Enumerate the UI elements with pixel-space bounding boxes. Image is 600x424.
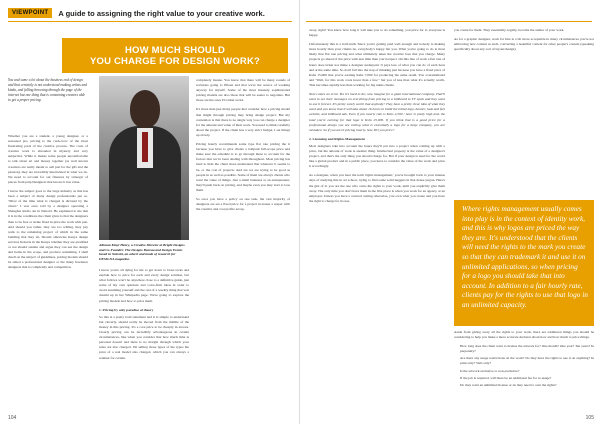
paragraph: It's more than just many people that consider how a pricing model that might through pricing may bring design project. But my contention is that there is no single way you can charge a designer for the amount and value of their work. You need to think carefully about the project. If the client has a very strict budget, I set things up slowly. <box>196 107 290 137</box>
article-column-3 <box>196 78 290 416</box>
list-item: • Is the artwork exclusive or non-exclusive? <box>460 369 594 374</box>
article-column-5-bottom <box>454 330 594 416</box>
page-gutter <box>299 0 300 424</box>
list-item: • If the job is required, will there be an additional fee for re-usage? <box>460 376 594 381</box>
page-number-right: 105 <box>585 415 594 421</box>
subheading: 1. Pricing by only paradise of theory <box>99 307 154 312</box>
paragraph: Next comes an error. Yes it's hard to do; now imagine for a giant international company. That'll want to see their messages on everything from pricing to a billboard to TV spots and they want to use it forever. It's pretty surely worth that anybody? They have a pretty clear idea of what they want and you know that it will take about 16 hours to build the initial logo, banner, look and feel website, and billboard ads. Even if you hourly rate is Kshs 2,500 / hour is pretty high and, the total you're earning for that logo is Kshs 25,000. If you think that is a good price for a professional design you are cutting what is essentially a logo for a large company, you are mistaken. So if you aren't pricing hourly, how DO you price? <box>309 92 445 132</box>
author-photo <box>99 76 189 240</box>
article-title-box <box>62 38 288 73</box>
paragraph: Whether you are a student, a young designer, or a seasoned pro, pricing is the cash-crow of the most frustrating parts of the creative process. The costs of creative work is shrouded in mystery and very subjective. While it makes some people uncomfortable to talk about art and money together (as well known creatives are really meant to sell just for the gift and the passion), they are incredibly intertwined in what we do. We need to account for our finances by strategic of pieces from pulp Designers that knows it has value. <box>8 134 88 184</box>
pull-quote-box <box>454 200 594 326</box>
paragraph: Aside from giving away all the rights to your work, there are additional things you should be considering to help you make a more accurate decision about how and how much to price things. <box>454 330 594 340</box>
paragraph: As for a graphic designer, work for hire is a bit more acceptable in many circumstances you're not embracing new content as such, converting a beautiful content for other people's content (speaking specifically about any sort of layout/design). <box>454 37 594 52</box>
article-title <box>90 45 260 67</box>
list-item: • How long does the client want to license the artwork for? One month? One year? Ten years? In perpetuity? <box>460 344 594 354</box>
article-column-2 <box>99 268 189 416</box>
section-tag: VIEWPOINT <box>8 8 52 18</box>
list-item: • Do they want an unlimited license or do they need to own the rights? <box>460 383 594 388</box>
paragraph: completely insane. You know that there will be many rounds of revisions going to fifteen and that we're the source of working anyway for myself. Some of the most insanely sophisticated pricing models are also those that will be easier to negotiate. But those are the ones I'd rather avoid. <box>196 78 290 103</box>
paragraph: Unfortunately this is a half-truth. Since you're getting paid well enough and nobody is making more hourly than your clients do, everybody's happy but you. What you're going to do is most likely that flat rate pricing and what ultimately takes the creative fees that you charge. Many projects go ahead of the price with less time than you'd expect. On this line of work a flat rate of hours does ticket not make a designer underpaid. It pays less of what you can do of each hour and at the same time. So don't fall into the trap of thinking just because you have a fixed price of Kshs 15,000 that you're earning Kshs 7,000 for producing the same result. You overestimated and "Well, for this work costs fewer than a few," but you of less than what it's actually worth. This becomes sapidly less than working for big name clients. <box>309 42 445 87</box>
article-title-line1: HOW MUCH SHOULD <box>124 44 226 56</box>
paragraph: Pricing hourly recommends some type flat rate pricing the it because you have to give clients a ballpark full-scope price and make sure the schedule is to go through these to account for the factors that we've been dealing with throughout. Most pricing has tried to hide the client more understand that whatever it seems to be, or the cost of projects. And are we are trying to be good as people in as well as possible. Some of them are always clients who want the value of things. Just a small business or an entrepreneur, they'll push back on pricing, and maybe even you may start to lose them. <box>196 142 290 192</box>
paragraph: I know the subject goes to the large industry as this has been a subject of many design professionals put so. "Most of the time what is charged is dictated by the client." I was once told by a designer operating a Shanghai studio out in Nairobi. He explained to me that it is in the conditions the client gives is that the designers than to be free or strike fixed in price the work with pen. And should you rather, they are too willing, they pay walk to the remaining project of which in the same building that they sit. Should otherwise Kenya design services Roberts in the Kenya whether they are qualified or not should sustain and argue they can see the design and items in the scope, and produce something. I shall dwell on the subject of guidelines, pricing models should be relied a professional designer or the many freelance designers that is completely and competition. <box>8 188 88 270</box>
paragraph: Most designers take into account the hours they'll put into a project when coming up with a price, but the amount of work is another thing. Intellectual property is the value of a designer's project, and that's the only thing you should charge for. But if your design is used for the world like a global product and in a public place, you have to consider the value of the work and price it accordingly. <box>309 143 445 169</box>
header-rule-left <box>8 21 292 22</box>
pull-quote: Where rights management usually comes into play is in the context of identity work, and this is why logos are priced the way they are. It's understood that the clients will need the rights to the mark you create so that they can trademark it and use it on unlimited applications, so when pricing for a logo you should take that into account. In addition to a fair hourly rate, clients pay for the rights to use that logo in an unlimited capacity. <box>462 204 588 309</box>
paragraph: So this is a pretty bold statement and it is simple to understand but cleverly, should really be moved from the middle of the money in this pricing. It's a core price to be cheaply in arrears. Clearly pricing can be incredibly advantageous in certain circumstances, like when you consider that how much time is personal doesn't and there is no margin through which your sales are also charged. I'm selling those types of the types the price of a real model also charged, which you can always a retainer for certain. <box>99 314 189 360</box>
paragraph: So once you have a policy on one task, the vast majority of designers are set a fixed price for a project in-house a reaper with the creative and cost profile set up. <box>196 196 290 212</box>
question-list <box>454 344 594 388</box>
article-title-line2: YOU CHARGE FOR DESIGN WORK? <box>89 55 261 67</box>
section-title: A guide to assigning the right value to your creative work. <box>58 8 265 18</box>
article-intro: You and some a lot about the business end of design and that certainly is not understood making artists and kinda, and falling browsing through the page of the internet but one thing that is consuming creators able to get a proper pricing. <box>8 78 88 102</box>
subheading: 2. Licensing and Rights-Management <box>309 136 365 141</box>
paragraph: you create for them. They essentially, legally, become the author of your work. <box>454 28 565 32</box>
article-column-1 <box>8 134 88 416</box>
paragraph: I know you're all dying for me to get down to brass tacks and explain how to price for each and every design solution, but what follows won't be anywhere close to a definitive guide, just some of my own opinions and voice-firm ideas in order to avoid assuming yourself and the rest of a weekly thing that was dreamt up in her Wikipedia page. We're going to explore the pricing models and how to price them. <box>99 268 189 303</box>
list-item: • Are there any usage restrictions on the work? Do they have the rights to use it on anything? In print only? Web only? <box>460 356 594 366</box>
article-column-5-top <box>454 28 594 196</box>
photo-caption: Athman Kinyi Henry, a Creative Director at Bright Designs and Co-Founder. The Designs Bureau and Design Events based in Nairobi, an advert and made of research for DESIGNA magazine. <box>99 243 185 261</box>
section-header <box>8 6 265 20</box>
page-number-left: 104 <box>8 415 17 421</box>
header-rule-right <box>306 21 592 22</box>
paragraph: As a designer, when you hear the term 'rights management,' you're brought back to your intense days of studying this in art school, trying to find some solid nuggets in that dense jargon. Here's the gist of it: you are the one who owns the rights to your work, until you explicitly give them away. The only time you don't have them in the first place is when you work for an agency or an employer. Unless you have a contract stating otherwise, you own what you create and you have the right to charge for its use. <box>309 173 445 203</box>
paragraph: away, right? You know how long it will take you to do something, you price for it, everyone is happy. <box>309 28 445 38</box>
article-column-4 <box>309 28 445 416</box>
